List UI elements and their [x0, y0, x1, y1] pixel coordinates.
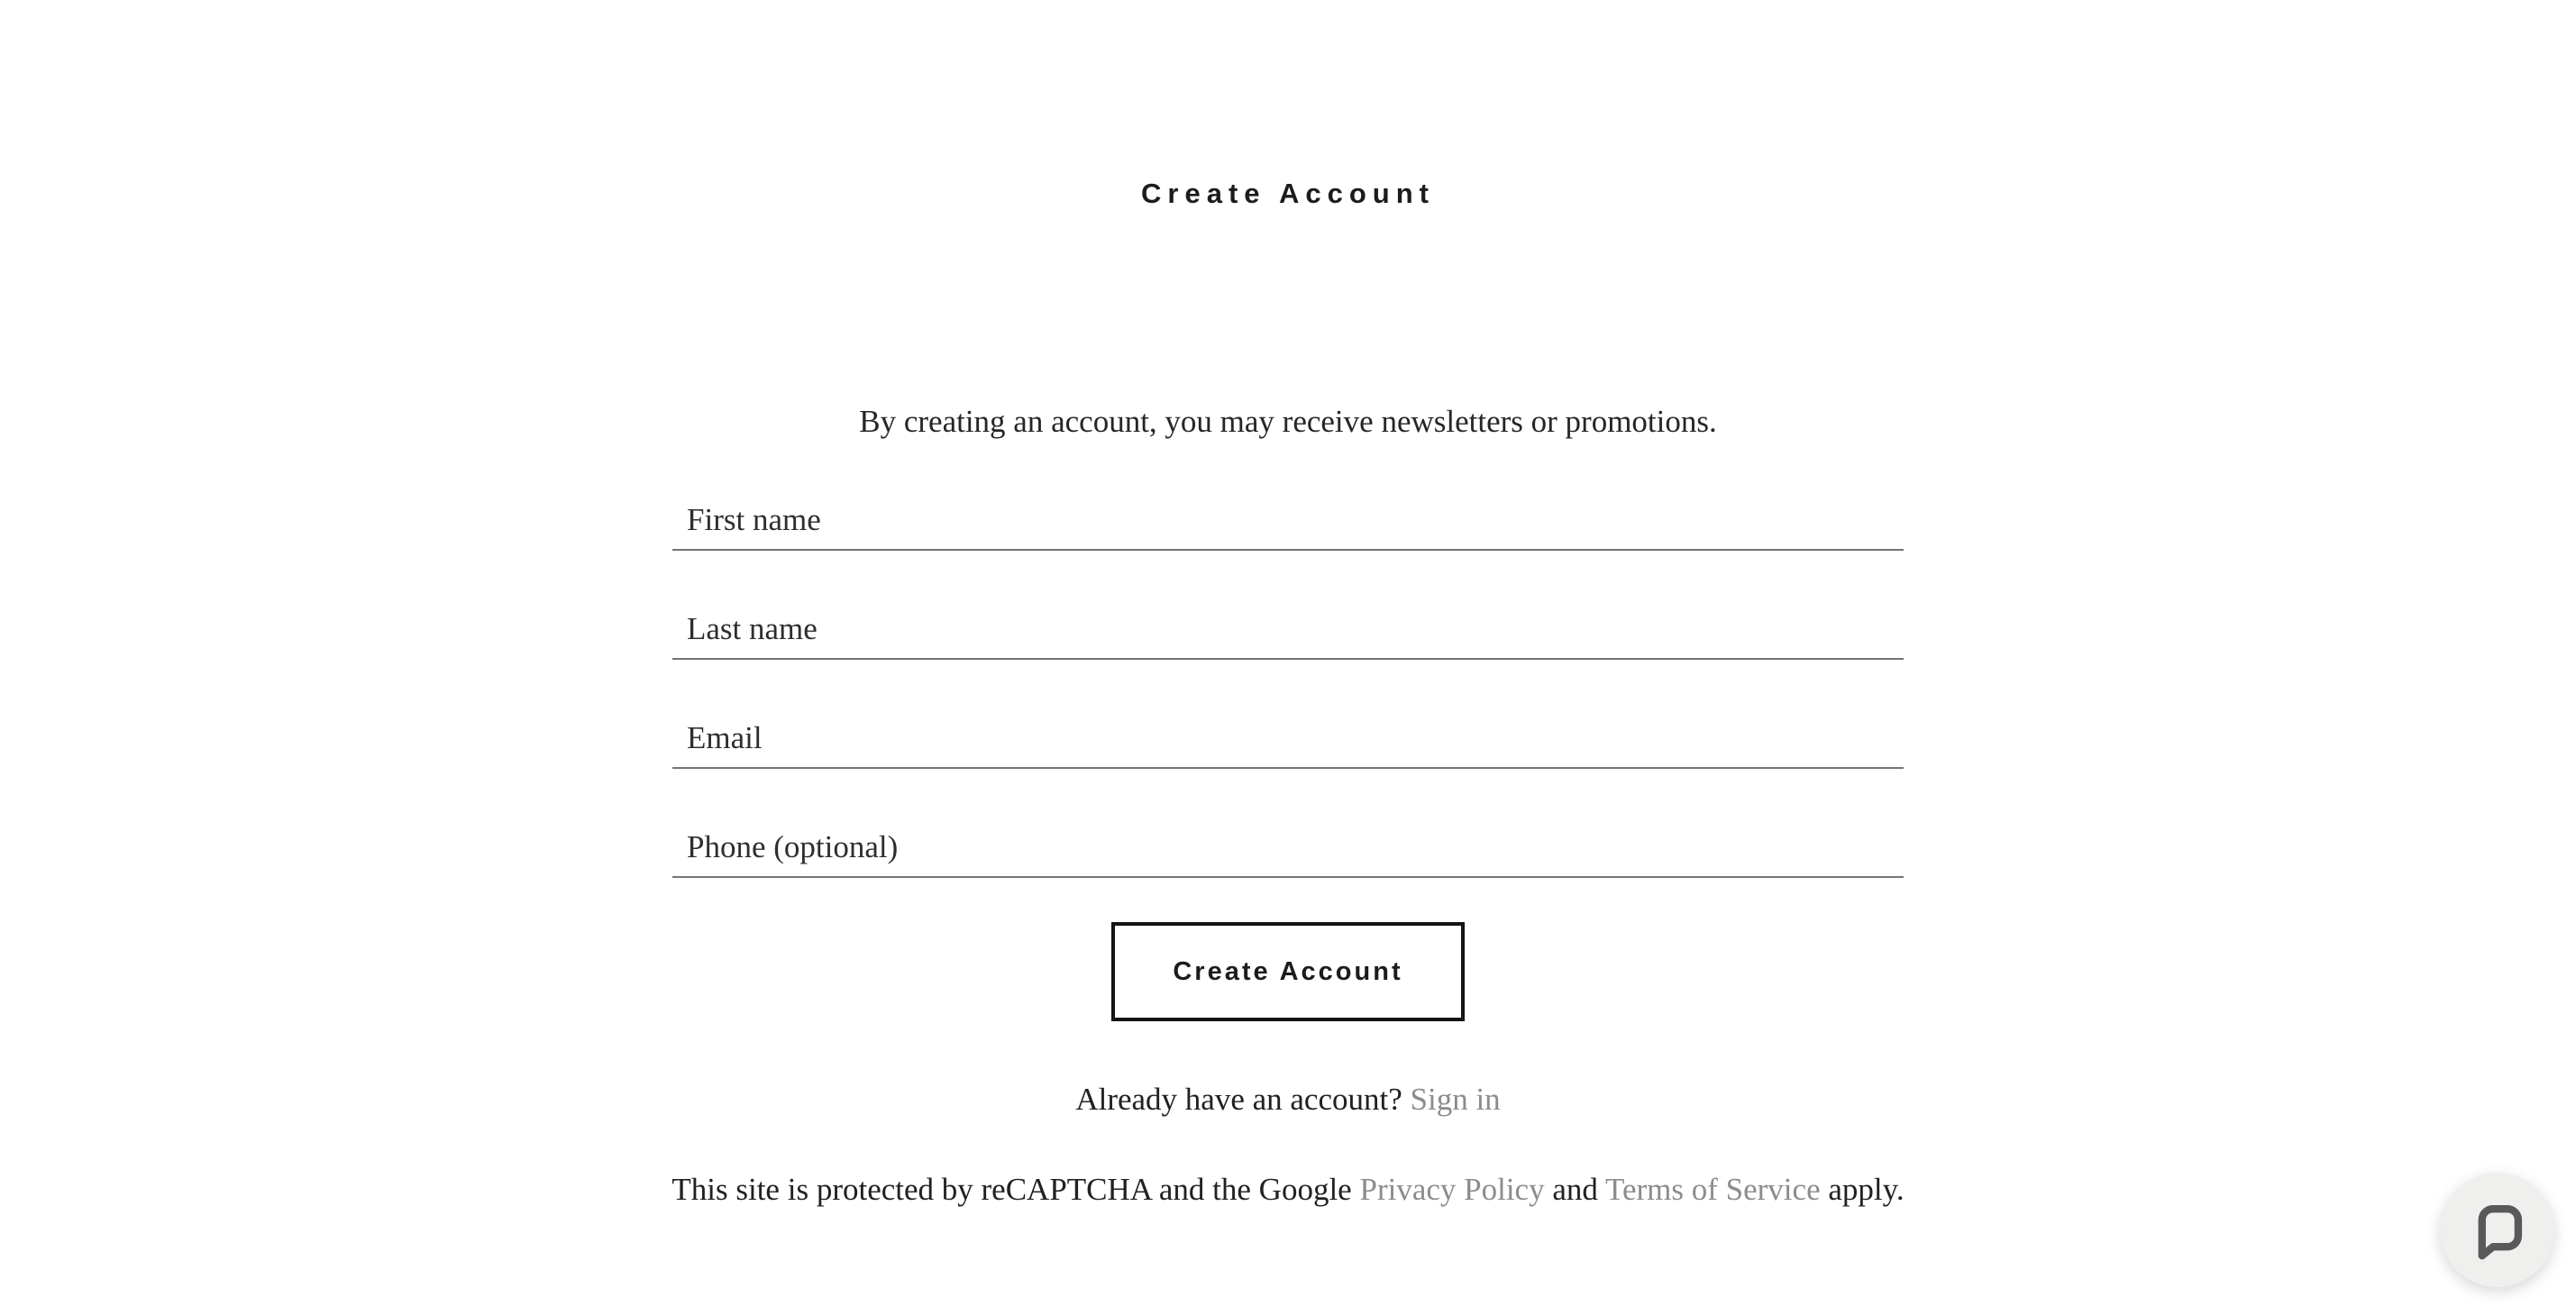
email-input[interactable] — [672, 695, 1904, 767]
last-name-field — [672, 586, 1904, 660]
newsletter-notice: By creating an account, you may receive newsletters or promotions. — [859, 404, 1717, 439]
chat-launcher-button[interactable] — [2440, 1173, 2554, 1287]
page-title: Create Account — [1141, 178, 1435, 209]
recaptcha-text-prefix: This site is protected by reCAPTCHA and the Google — [671, 1172, 1352, 1207]
last-name-input[interactable] — [672, 586, 1904, 658]
recaptcha-text-conjunction: and — [1552, 1172, 1598, 1207]
speech-bubble-icon — [2468, 1201, 2527, 1260]
create-account-button[interactable]: Create Account — [1111, 922, 1465, 1021]
terms-of-service-link[interactable]: Terms of Service — [1605, 1172, 1821, 1207]
create-account-form — [672, 477, 1904, 913]
privacy-policy-link[interactable]: Privacy Policy — [1359, 1172, 1545, 1207]
first-name-input[interactable] — [672, 477, 1904, 549]
first-name-field — [672, 477, 1904, 551]
recaptcha-notice — [0, 1170, 2576, 1210]
phone-input[interactable] — [672, 804, 1904, 876]
sign-in-link[interactable]: Sign in — [1410, 1082, 1501, 1117]
signin-prompt: Already have an account? — [1075, 1082, 1402, 1117]
phone-field — [672, 804, 1904, 878]
email-field — [672, 695, 1904, 769]
signin-row — [0, 1080, 2576, 1120]
recaptcha-text-suffix: apply. — [1828, 1172, 1905, 1207]
